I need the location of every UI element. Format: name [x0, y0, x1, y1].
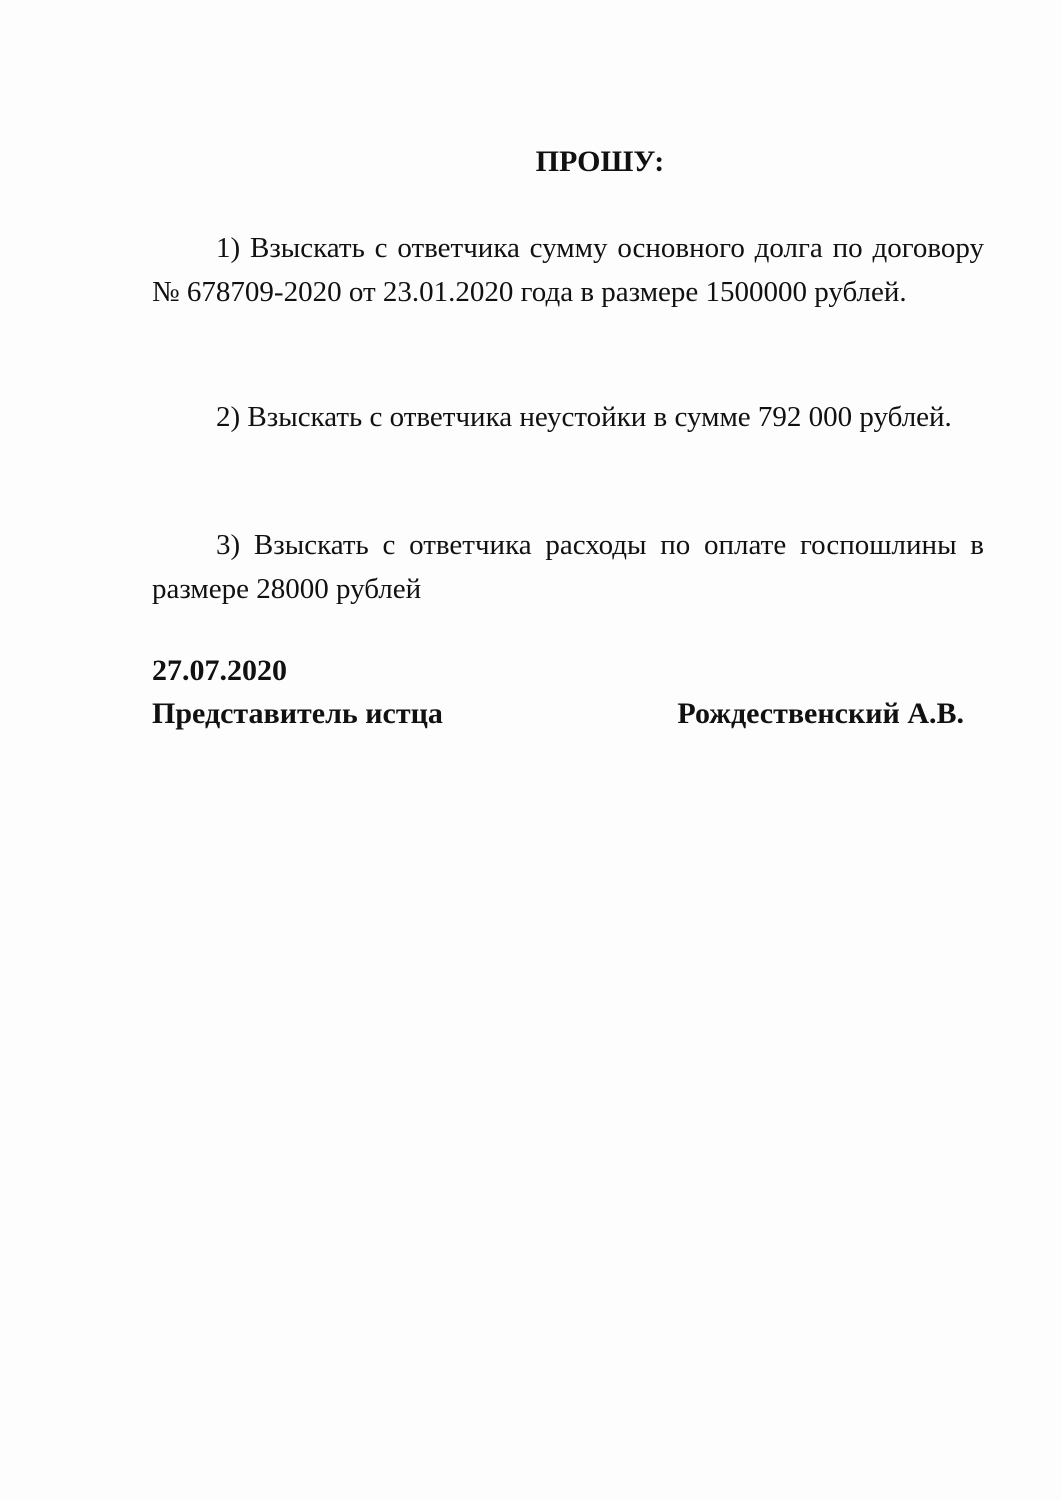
document-heading: ПРОШУ: — [535, 145, 665, 178]
signer-name: Рождественский А.В. — [677, 697, 964, 730]
request-item-2: 2) Взыскать с ответчика неустойки в сумме 792 000 рублей. — [216, 401, 952, 433]
request-item-3: 3) Взыскать с ответчика расходы по оплате госпошлины в размере 28000 рублей — [152, 529, 984, 605]
request-item-1: 1) Взыскать с ответчика сумму основного долга по договору № 678709-2020 от 23.01.2020 года в размере 1500000 рублей. — [152, 232, 984, 308]
document-date: 27.07.2020 — [152, 654, 287, 687]
signer-role: Представитель истца — [152, 697, 443, 730]
